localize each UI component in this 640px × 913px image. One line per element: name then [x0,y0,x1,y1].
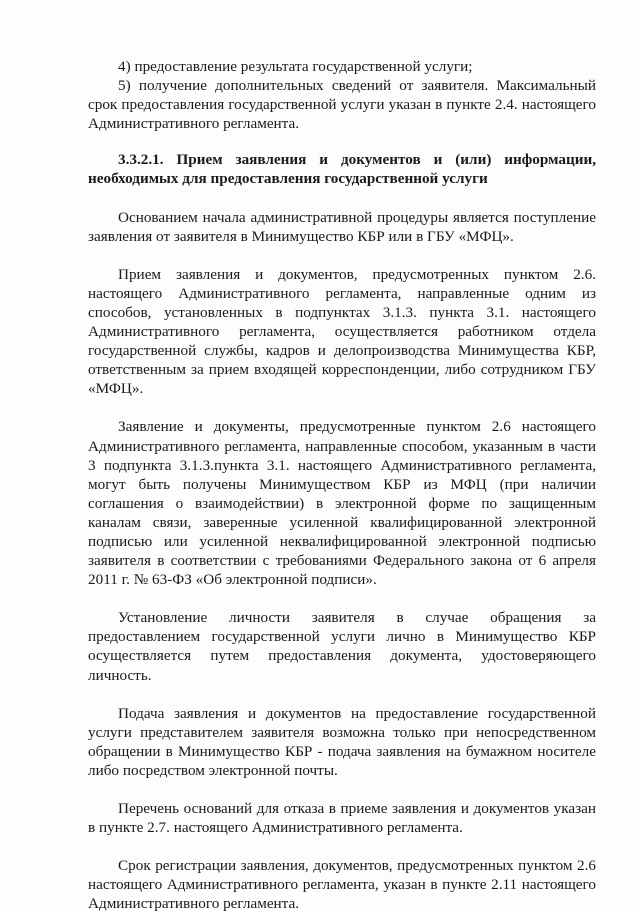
paragraph: Перечень оснований для отказа в приеме заявления и документов указан в пункте 2.7. настоящего Административного регламента. [88,800,596,837]
document-body [88,57,596,913]
list-item: 5) получение дополнительных сведений от заявителя. Максимальный срок предоставления государственной услуги указан в пункте 2.4. настоящего Административного регламента. [88,77,596,133]
services-list [88,57,596,133]
paragraph: Основанием начала административной процедуры является поступление заявления от заявителя в Минимущество КБР или в ГБУ «МФЦ». [88,208,596,245]
paragraph: Срок регистрации заявления, документов, предусмотренных пунктом 2.6 настоящего Административного регламента, указан в пункте 2.11 настоящего Административного регламента. [88,857,596,913]
paragraph: Установление личности заявителя в случае обращения за предоставлением государственной услуги лично в Минимущество КБР осуществляется путем предоставления документа, удостоверяющего личность. [88,609,596,684]
list-item: 4) предоставление результата государственной услуги; [118,58,473,75]
section-heading: 3.3.2.1. Прием заявления и документов и (или) информации, необходимых для предоставления государственной услуги [88,151,596,188]
paragraph: Заявление и документы, предусмотренные пунктом 2.6 настоящего Административного регламента, направленные способом, указанным в части 3 подпункта 3.1.3.пункта 3.1. настоящего Административного регламента, могут быть получены Минимуществом КБР из МФЦ (при наличии соглашения о взаимодействии) в электронной форме по защищенным каналам связи, заверенные усиленной квалифицированной электронной подписью или усиленной неквалифицированной электронной подписью заявителя в соответствии с требованиями Федерального закона от 6 апреля 2011 г. № 63-ФЗ «Об электронной подписи». [88,418,596,589]
paragraph: Прием заявления и документов, предусмотренных пунктом 2.6. настоящего Административного регламента, направленные одним из способов, установленных в подпунктах 3.1.3. пункта 3.1. настоящего Административного регламента, осуществляется работником отдела государственной службы, кадров и делопроизводства Минимущества КБР, ответственным за прием входящей корреспонденции, либо сотрудником ГБУ «МФЦ». [88,265,596,398]
paragraph: Подача заявления и документов на предоставление государственной услуги представителем заявителя возможна только при непосредственном обращении в Минимущество КБР - подача заявления на бумажном носителе либо посредством электронной почты. [88,704,596,779]
